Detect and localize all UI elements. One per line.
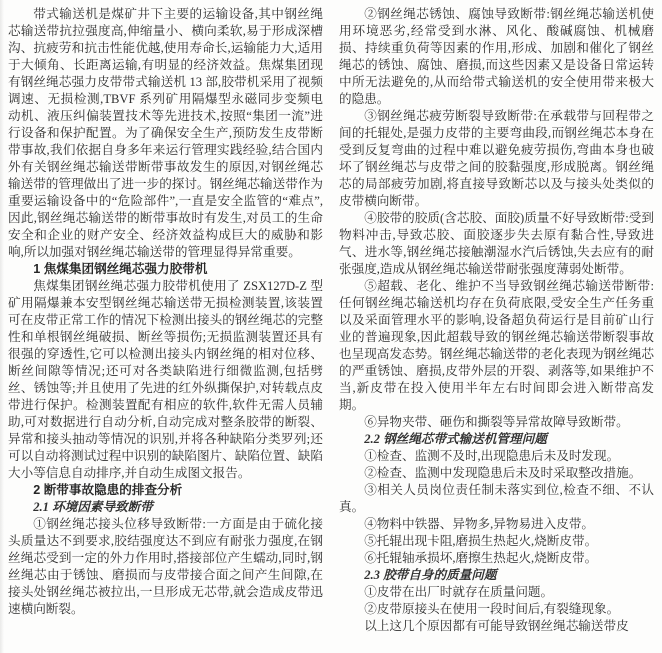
cause-3-paragraph: ③钢丝绳芯疲劳断裂导致断带:在承载带与回程带之间的托辊处,是强力皮带的主要弯曲段,而钢丝绳芯本身在受到反复弯曲的过程中难以避免疲劳损伤,弯曲本身也破坏了钢丝绳芯与皮带之间的胶黏强度,形成脱离。钢丝绳芯的局部疲劳加剧,将直接导致断芯以及与接头处类似的皮带横向断带。: [339, 109, 654, 208]
management-item-1: ①检查、监测不及时,出现隐患后未及时发现。: [364, 449, 620, 463]
closing-paragraph: 以上这几个原因都有可能导致钢丝绳芯输送带皮: [364, 619, 629, 633]
cause-4-paragraph: ④胶带的胶质(含芯胶、面胶)质量不好导致断带:受到物料冲击,导致芯胶、面胶逐步失去原有黏合性,导致进气、进水等,钢丝绳芯接触潮湿水汽后锈蚀,失去应有的耐张强度,造成从钢丝绳芯输送带耐张强度薄弱处断带。: [339, 211, 654, 276]
subsection-2-1-heading: 2.1 环境因素导致断带: [33, 500, 153, 514]
cause-2-paragraph: ②钢丝绳芯锈蚀、腐蚀导致断带:钢丝绳芯输送机使用环境恶劣,经常受到水淋、风化、酸碱腐蚀、机械磨损、持续重负荷等因素的作用,形成、加剧和催化了钢丝绳芯的锈蚀、腐蚀、磨损,而这些因素又是设备日常运转中所无法避免的,从而给带式输送机的安全使用带来极大的隐患。: [339, 7, 654, 106]
subsection-2-3-heading: 2.3 胶带自身的质量问题: [364, 568, 497, 582]
section-1-paragraph: 焦煤集团钢丝绳芯强力胶带机使用了 ZSX127D-Z 型矿用隔爆兼本安型钢丝绳芯输送带无损检测装置,该装置可在皮带正常工作的情况下检测出接头的钢丝绳芯的完整性和单根钢丝绳破损、断丝等损伤;无损监测装置还具有很强的穿透性,它可以检测出接头内钢丝绳的相对位移、断丝间隙等情况;还可对各类缺陷进行细微监测,包括劈丝、锈蚀等;并且使用了先进的红外纵撕保护,对转载点皮带进行保护。检测装置配有相应的软件,软件无需人员辅助,可对数据进行自动分析,自动完成对整条胶带的断裂、异常和接头抽动等情况的识别,并将各种缺陷分类罗列;还可以自动将测试过程中识别的缺陷图片、缺陷位置、缺陷大小等信息自动排序,并自动生成图文报告。: [8, 279, 323, 480]
management-item-4: ④物料中铁器、异物多,异物易进入皮带。: [364, 517, 595, 531]
quality-item-2: ②皮带原接头在使用一段时间后,有裂缝现象。: [364, 602, 620, 616]
intro-paragraph: 带式输送机是煤矿井下主要的运输设备,其中钢丝绳芯输送带抗拉强度高,伸缩量小、横向柔软,易于形成深槽沟、抗疲劳和抗击性能优越,使用寿命长,运输能力大,适用于大倾角、长距离运输,有明显的经济效益。焦煤集团现有钢丝绳芯强力皮带带式输送机 13 部,胶带机采用了视频调速、无损检测,TBVF 系列矿用隔爆型永磁同步变频电动机、液压纠偏装置技术等先进技术,按照“集团一流”进行设备和保护配置。为了确保安全生产,预防发生皮带断带事故,我们依据自身多年来运行管理实践经验,结合国内外有关钢丝绳芯输送带断带事故发生的原因,对钢丝绳芯输送带的管理做出了进一步的探讨。钢丝绳芯输送带作为重要运输设备中的“危险部件”,一直是安全监管的“难点”,因此,钢丝绳芯输送带的断带事故时有发生,对员工的生命安全和企业的财产安全、经济效益构成巨大的威胁和影响,所以加强对钢丝绳芯输送带的管理显得异常重要。: [8, 7, 323, 259]
management-item-5: ⑤托辊出现卡阻,磨损生热起火,烧断皮带。: [364, 534, 598, 548]
right-column: [339, 6, 654, 635]
subsection-2-2-heading: 2.2 钢丝绳芯带式输送机管理问题: [364, 432, 547, 446]
management-item-2: ②检查、监测中发现隐患后未及时采取整改措施。: [364, 466, 642, 480]
quality-item-1: ①皮带在出厂时就存在质量问题。: [364, 585, 554, 599]
management-item-6: ⑥托辊轴承损坏,磨擦生热起火,烧断皮带。: [364, 551, 598, 565]
left-column: [8, 6, 323, 635]
management-item-3: ③相关人员岗位责任制未落实到位,检查不细、不认真。: [339, 483, 654, 514]
cause-5-paragraph: ⑤超载、老化、维护不当导致钢丝绳芯输送带断带:任何钢丝绳芯输送机均存在负荷底限,受安全生产任务重以及采面管理水平的影响,设备超负荷运行是目前矿山行业的普遍现象,因此超载导致的钢丝绳芯输送带断裂事故也呈现高发态势。钢丝绳芯输送带的老化表现为钢丝绳芯的严重锈蚀、磨损,皮带外层的开裂、剥落等,如果维护不当,新皮带在投入使用半年左右时间即会进入断带高发期。: [339, 279, 654, 412]
cause-6-paragraph: ⑥异物夹带、砸伤和撕裂等异常故障导致断带。: [364, 415, 629, 429]
section-2-heading: 2 断带事故隐患的排查分析: [33, 483, 183, 497]
section-1-heading: 1 焦煤集团钢丝绳芯强力胶带机: [33, 262, 208, 276]
cause-1-paragraph: ①钢丝绳芯接头位移导致断带:一方面是由于硫化接头质量达不到要求,胶结强度达不到应有耐张力强度,在钢丝绳芯受到一定的外力作用时,搭接部位产生蠕动,同时,钢丝绳芯由于锈蚀、磨损而与皮带接合面之间产生间隙,在接头处钢丝绳芯被拉出,一旦形成无芯带,就会造成皮带迅速横向断裂。: [8, 517, 323, 616]
